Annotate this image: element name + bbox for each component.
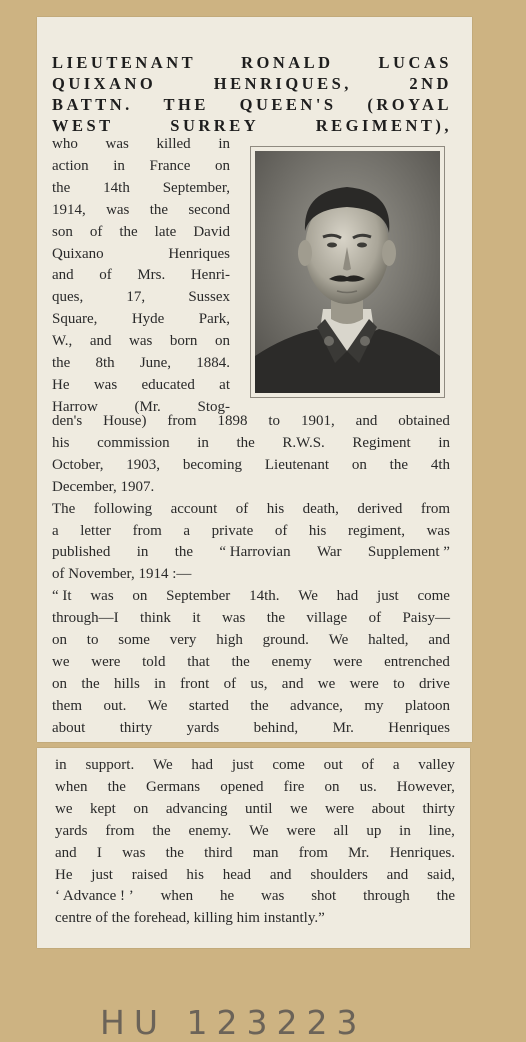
heading-word: HENRIQUES, — [213, 74, 352, 93]
word: The — [52, 500, 76, 517]
word: and — [281, 675, 304, 692]
word: “ It — [52, 588, 72, 605]
word: about — [52, 719, 86, 736]
text-line — [52, 353, 230, 375]
word: kept — [90, 800, 116, 817]
heading-word: QUEEN'S — [239, 95, 337, 114]
word: to — [86, 632, 99, 649]
word: derived — [357, 500, 403, 517]
word: Henriques — [388, 719, 450, 736]
word: We — [147, 697, 168, 714]
word: of — [89, 223, 103, 240]
word: to — [268, 413, 281, 429]
word: 1884. — [196, 355, 230, 372]
word: and — [386, 866, 409, 883]
portrait-image — [255, 151, 440, 393]
word: second — [188, 201, 230, 218]
word: of — [368, 610, 382, 627]
word: Supplement ” — [367, 544, 450, 561]
text-line — [52, 222, 230, 244]
heading-word: WEST — [52, 116, 114, 135]
word: who — [52, 136, 78, 152]
text-line — [55, 755, 455, 777]
word: the — [52, 355, 71, 372]
word: through—I — [52, 610, 119, 627]
text-line — [52, 455, 450, 477]
word: we — [317, 675, 336, 692]
word: Mr. — [332, 719, 354, 736]
text-line — [52, 411, 450, 433]
word: it — [192, 610, 201, 627]
text-line — [52, 652, 450, 674]
word: of — [274, 522, 288, 539]
word: of — [361, 757, 375, 773]
word: village — [306, 610, 348, 627]
word: 1914, — [52, 201, 86, 218]
word: Stog- — [197, 398, 230, 415]
word: halted, — [368, 632, 409, 649]
word: and — [428, 632, 450, 649]
word: from — [167, 413, 197, 429]
word: opened — [220, 778, 264, 795]
word: when — [160, 888, 194, 905]
word: the — [149, 201, 169, 218]
text-line — [52, 718, 450, 740]
continuation-text — [55, 755, 455, 930]
word: shoulders — [310, 866, 368, 883]
word: action — [52, 157, 89, 174]
word: He — [55, 866, 73, 883]
word: and — [355, 413, 378, 429]
word: on — [351, 456, 367, 473]
heading-line — [52, 115, 452, 136]
word: 1903, — [126, 456, 161, 473]
text-line: of November, 1914 :— — [52, 566, 192, 583]
word: front — [180, 675, 210, 692]
word: in — [154, 675, 166, 692]
word: yards — [186, 719, 220, 736]
word: all — [333, 822, 349, 839]
word: was — [129, 333, 153, 350]
word: fire — [283, 778, 305, 795]
word: on — [324, 778, 340, 795]
word: the — [250, 697, 269, 714]
text-line — [52, 542, 450, 564]
word: them — [52, 697, 82, 714]
text-line — [52, 586, 450, 608]
word: on — [214, 333, 230, 350]
word: a — [392, 757, 400, 773]
word: House) — [103, 413, 147, 429]
word: on — [132, 588, 148, 605]
word: on — [214, 157, 230, 174]
word: den's — [52, 413, 83, 429]
word: and — [89, 333, 112, 350]
word: at — [219, 376, 230, 393]
word: were — [286, 822, 316, 839]
heading-line — [52, 73, 452, 94]
word: 4th — [430, 456, 450, 473]
word: Harrow — [52, 398, 98, 415]
word: Mr. — [348, 844, 370, 861]
portrait-photo — [250, 146, 445, 398]
word: account — [170, 500, 218, 517]
word: his — [266, 500, 285, 517]
word: the — [165, 844, 184, 861]
word: born — [169, 333, 198, 350]
text-line — [55, 886, 455, 908]
word: September — [166, 588, 231, 605]
word: was — [122, 844, 146, 861]
word: Square, — [52, 311, 98, 328]
word: man — [252, 844, 279, 861]
word: had — [191, 757, 214, 773]
word: platoon — [404, 697, 450, 714]
word: 14th — [103, 179, 130, 196]
word: and — [55, 844, 77, 861]
word: the — [152, 822, 171, 839]
word: obtained — [398, 413, 450, 429]
word: we — [52, 653, 70, 670]
word: that — [187, 653, 210, 670]
text-line — [52, 309, 230, 331]
text-line — [52, 265, 230, 287]
word: thirty — [422, 800, 455, 817]
word: Sussex — [188, 289, 230, 306]
word: thirty — [119, 719, 153, 736]
word: “ Harrovian — [219, 544, 291, 561]
word: when — [55, 778, 88, 795]
word: advance, — [290, 697, 343, 714]
word: from — [298, 844, 328, 861]
word: We — [328, 632, 349, 649]
word: hills — [113, 675, 140, 692]
text-line — [52, 608, 450, 630]
word: were — [333, 653, 363, 670]
word: in — [438, 434, 450, 451]
word: was — [105, 136, 129, 152]
text-line — [52, 331, 230, 353]
word: Paisy— — [402, 610, 450, 627]
word: following — [93, 500, 153, 517]
heading-word: (ROYAL — [367, 95, 452, 114]
word: in — [218, 136, 230, 152]
word: my — [364, 697, 384, 714]
word: a — [52, 522, 59, 539]
text-line — [52, 287, 230, 309]
word: ‘ Advance ! ’ — [55, 888, 134, 905]
word: the — [231, 653, 250, 670]
word: in — [136, 544, 149, 561]
word: Lieutenant — [264, 456, 329, 473]
word: on — [52, 675, 67, 692]
text-line — [52, 156, 230, 178]
word: in — [55, 757, 67, 773]
word: started — [188, 697, 229, 714]
text-line: centre of the forehead, killing him instantly.” — [55, 910, 325, 927]
word: Mrs. — [137, 267, 166, 284]
heading-word: THE — [163, 95, 209, 114]
word: the — [436, 888, 455, 905]
word: the — [389, 456, 408, 473]
word: David — [193, 223, 230, 240]
word: France — [149, 157, 191, 174]
word: from — [105, 822, 135, 839]
word: R.W.S. — [282, 434, 325, 451]
text-line — [52, 696, 450, 718]
word: come — [417, 588, 450, 605]
word: valley — [418, 757, 455, 773]
word: the — [107, 778, 126, 795]
word: were — [349, 675, 379, 692]
left-column-text — [52, 134, 230, 419]
text-line — [52, 674, 450, 696]
word: letter — [80, 522, 112, 539]
heading-word: LUCAS — [378, 53, 452, 72]
word: told — [142, 653, 166, 670]
word: on — [52, 632, 67, 649]
heading-word: QUIXANO — [52, 74, 157, 93]
text-line: December, 1907. — [52, 478, 155, 495]
word: until — [244, 800, 273, 817]
word: was — [106, 201, 130, 218]
word: from — [420, 500, 450, 517]
word: out — [323, 757, 343, 773]
word: 8th — [95, 355, 115, 372]
word: Henriques — [168, 245, 230, 262]
word: were — [324, 800, 355, 817]
word: Regiment — [352, 434, 411, 451]
word: was — [90, 588, 114, 605]
word: just — [377, 588, 399, 605]
word: he — [219, 888, 235, 905]
word: son — [52, 223, 73, 240]
word: W., — [52, 333, 73, 350]
word: commission — [97, 434, 170, 451]
word: killed — [156, 136, 191, 152]
word: out. — [103, 697, 127, 714]
word: enemy — [271, 653, 312, 670]
word: just — [231, 757, 254, 773]
word: the — [119, 223, 138, 240]
word: on — [133, 800, 149, 817]
word: Henri- — [190, 267, 230, 284]
word: June, — [139, 355, 172, 372]
heading-word: RONALD — [241, 53, 334, 72]
word: the — [52, 179, 71, 196]
word: had — [336, 588, 359, 605]
word: death, — [302, 500, 339, 517]
word: Germans — [145, 778, 201, 795]
word: drive — [419, 675, 450, 692]
word: ques, — [52, 289, 84, 306]
word: advancing — [165, 800, 228, 817]
word: from — [132, 522, 162, 539]
word: 14th. — [249, 588, 280, 605]
word: the — [174, 544, 194, 561]
heading-word: LIEUTENANT — [52, 53, 197, 72]
word: was — [93, 376, 118, 393]
word: ground. — [262, 632, 309, 649]
text-line — [55, 843, 455, 865]
text-line — [55, 777, 455, 799]
word: a — [183, 522, 191, 539]
word: 17, — [126, 289, 146, 306]
heading-word: 2ND — [409, 74, 452, 93]
full-width-text — [52, 411, 450, 740]
word: we — [289, 800, 308, 817]
word: and — [52, 267, 74, 284]
heading-word: BATTN. — [52, 95, 133, 114]
word: War — [316, 544, 342, 561]
word: becoming — [182, 456, 243, 473]
word: educated — [141, 376, 195, 393]
word: Henriques. — [389, 844, 455, 861]
word: I — [96, 844, 102, 861]
word: was — [261, 888, 285, 905]
text-line — [52, 178, 230, 200]
text-line — [52, 521, 450, 543]
word: said, — [427, 866, 455, 883]
word: the — [236, 434, 255, 451]
word: just — [91, 866, 113, 883]
word: high — [216, 632, 243, 649]
word: raised — [131, 866, 168, 883]
text-line — [52, 375, 230, 397]
word: We — [152, 757, 173, 773]
word: of — [235, 500, 249, 517]
word: Quixano — [52, 245, 104, 262]
article-heading — [52, 52, 452, 136]
word: about — [371, 800, 405, 817]
word: October, — [52, 456, 104, 473]
catalog-number: HU 123223 — [100, 1003, 367, 1042]
text-line — [52, 244, 230, 266]
word: in — [113, 157, 125, 174]
text-line — [55, 865, 455, 887]
text-line — [55, 821, 455, 843]
text-line — [52, 499, 450, 521]
word: through — [363, 888, 410, 905]
word: in — [197, 434, 209, 451]
word: come — [272, 757, 305, 773]
word: to — [393, 675, 405, 692]
word: 1898 — [217, 413, 248, 429]
heading-line — [52, 94, 452, 115]
word: Park, — [198, 311, 230, 328]
word: regiment, — [347, 522, 406, 539]
text-line — [52, 630, 450, 652]
text-line — [52, 134, 230, 156]
word: third — [204, 844, 233, 861]
word: of — [223, 675, 237, 692]
text-line — [52, 433, 450, 455]
word: his — [52, 434, 70, 451]
word: September, — [162, 179, 230, 196]
word: us. — [359, 778, 377, 795]
word: late — [154, 223, 177, 240]
heading-line — [52, 52, 452, 73]
word: us, — [250, 675, 268, 692]
word: in — [399, 822, 411, 839]
text-line — [52, 200, 230, 222]
text-line — [55, 799, 455, 821]
word: the — [81, 675, 100, 692]
word: (Mr. — [134, 398, 161, 415]
word: was — [221, 610, 246, 627]
word: support. — [85, 757, 135, 773]
word: published — [52, 544, 111, 561]
word: his — [308, 522, 327, 539]
word: his — [186, 866, 204, 883]
word: 1901, — [300, 413, 335, 429]
word: we — [55, 800, 73, 817]
word: He — [52, 376, 70, 393]
word: of — [99, 267, 112, 284]
word: very — [169, 632, 197, 649]
heading-word: SURREY — [170, 116, 260, 135]
word: some — [118, 632, 150, 649]
word: yards — [55, 822, 88, 839]
word: behind, — [253, 719, 299, 736]
word: private — [211, 522, 254, 539]
word: and — [269, 866, 292, 883]
word: up — [366, 822, 382, 839]
word: entrenched — [384, 653, 450, 670]
word: We — [249, 822, 269, 839]
word: were — [91, 653, 121, 670]
heading-word: REGIMENT), — [315, 116, 452, 135]
word: Hyde — [131, 311, 165, 328]
word: the — [266, 610, 286, 627]
word: line, — [428, 822, 455, 839]
word: head — [222, 866, 252, 883]
word: However, — [396, 778, 455, 795]
word: think — [140, 610, 171, 627]
word: was — [426, 522, 450, 539]
word: enemy. — [188, 822, 232, 839]
word: We — [298, 588, 318, 605]
word: shot — [311, 888, 337, 905]
